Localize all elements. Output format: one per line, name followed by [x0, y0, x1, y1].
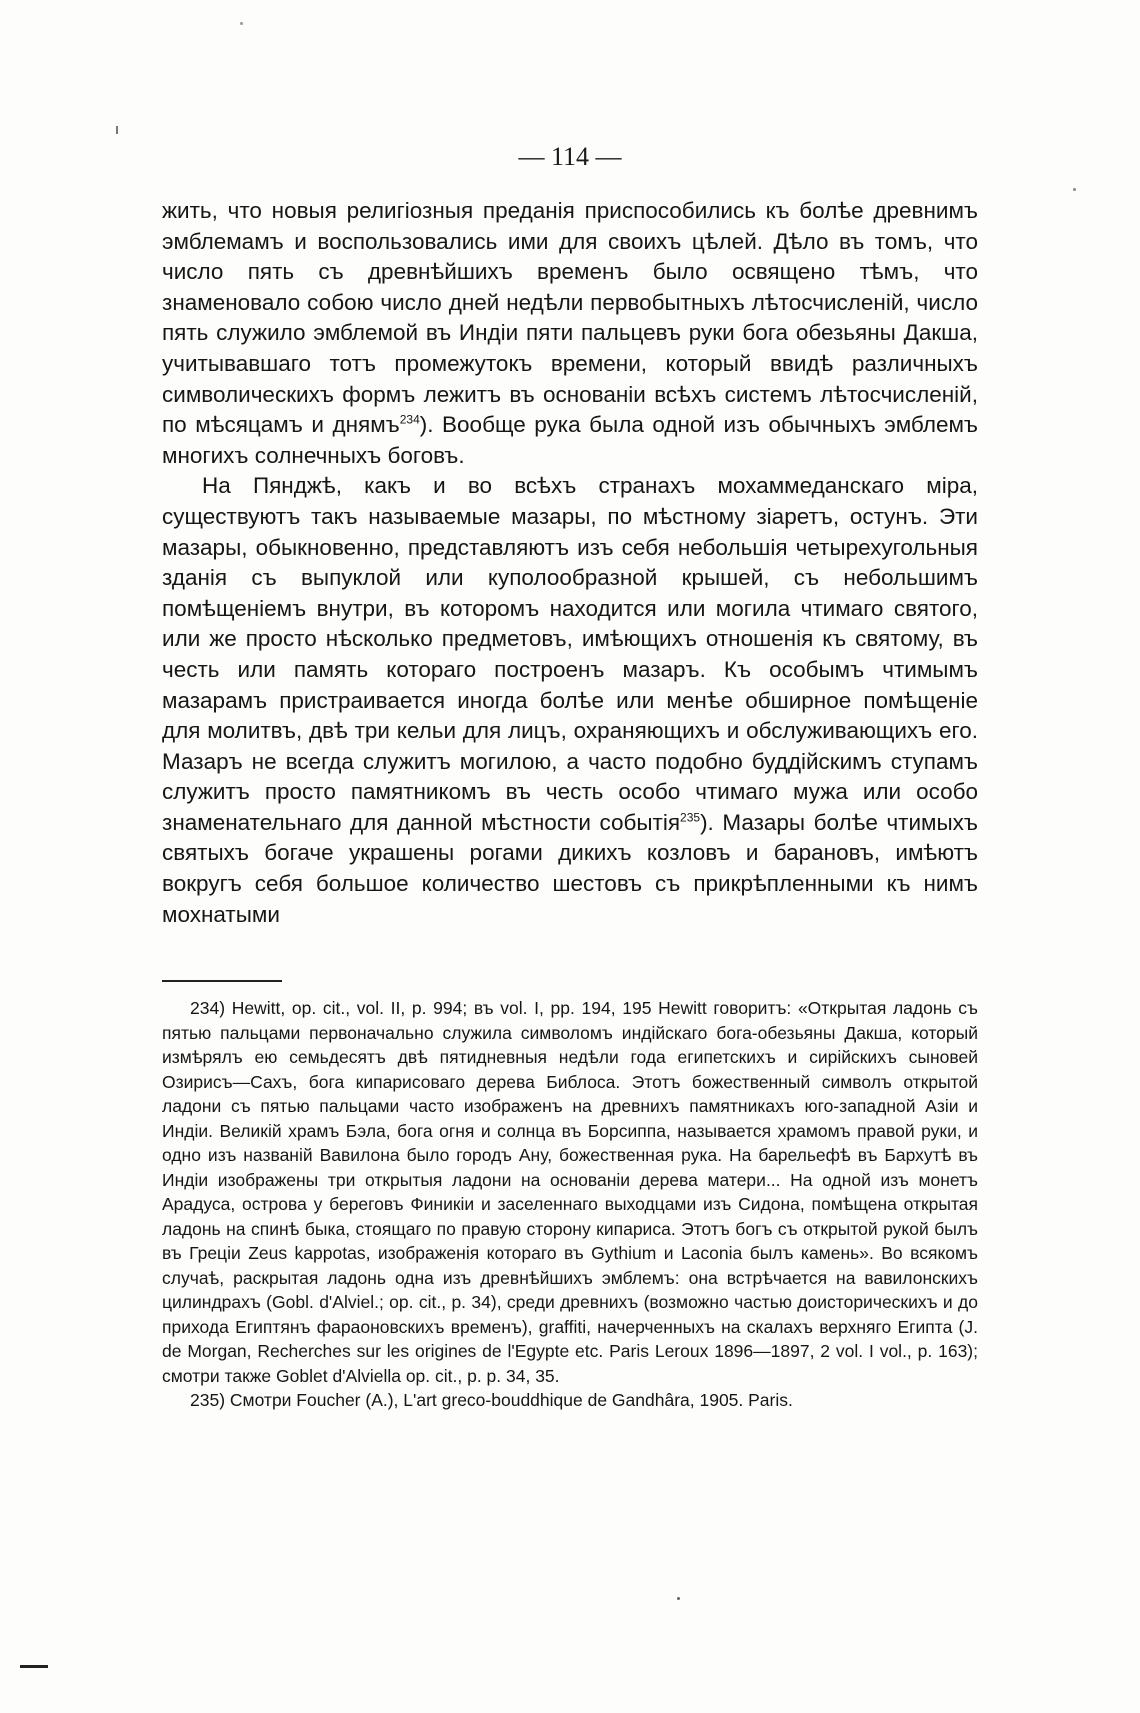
scan-mark: [240, 22, 243, 25]
paragraph: [162, 471, 978, 930]
scan-mark: [677, 1597, 680, 1600]
footnote: [162, 1388, 978, 1413]
footnotes: [162, 996, 978, 1413]
footnote-marker: 235): [190, 1390, 226, 1410]
footnote-ref: 235: [680, 810, 701, 825]
paragraph-text: жить, что новыя религiозныя преданiя приспособились къ болѣе древнимъ эмблемамъ и воспользовались ими для своихъ цѣлей. Дѣло въ томъ, что число пять съ древнѣйшихъ временъ было освящено тѣмъ, что знаменовало собою число дней недѣли первобытныхъ лѣтосчисленiй, число пять служило эмблемой въ Индiи пяти пальцевъ руки бога обезьяны Дакша, учитывавшаго тотъ промежутокъ времени, который ввидѣ различныхъ символическихъ формъ лежитъ въ основанiи всѣхъ системъ лѣтосчисленiй, по мѣсяцамъ и днямъ: [162, 198, 978, 438]
scan-mark: [1073, 188, 1076, 191]
footnote-marker: 234): [190, 998, 226, 1018]
scan-mark: [20, 1665, 48, 1668]
scan-mark: [116, 126, 118, 134]
footnote-text: Hewitt, op. cit., vol. II, p. 994; въ vol. I, pp. 194, 195 Hewitt говоритъ: «Открытая ладонь съ пятью пальцами первоначально служила символомъ индiйскаго бога-обезьяны Дакша, который измѣрялъ ею семьдесятъ двѣ пятидневныя недѣли года египетскихъ и сирiйскихъ сыновей Озирисъ—Сахъ, бога кипарисоваго дерева Библоса. Этотъ божественный символъ открытой ладони съ пятью пальцами часто изображенъ на древнихъ памятникахъ юго-западной Азiи и Индiи. Великiй храмъ Бэла, бога огня и солнца въ Борсиппа, называется храмомъ правой руки, и одно изъ названiй Вавилона было городъ Ану, божественная рука. На барельефѣ въ Бархутѣ въ Индiи изображены три открытыя ладони на основанiи дерева матери... На одной изъ монетъ Арадуса, острова у береговъ Финикiи и заселеннаго выходцами изъ Сидона, помѣщена открытая ладонь на спинѣ быка, стоящаго по правую сторону кипариса. Этотъ богъ съ открытой рукой былъ въ Грецiи Zeus kappotas, изображенiя котораго въ Gythium и Laconia былъ камень». Во всякомъ случаѣ, раскрытая ладонь одна изъ древнѣйшихъ эмблемъ: она встрѣчается на вавилонскихъ цилиндрахъ (Gobl. d'Alviel.; op. cit., p. 34), среди древнихъ (возможно частью доисторическихъ и до прихода Египтянъ фараоновскихъ временъ), graffiti, начерченныхъ на скалахъ верхняго Египта (J. de Morgan, Recherches sur les origines de l'Egypte etc. Paris Leroux 1896—1897, 2 vol. I vol., p. 163); смотри также Goblet d'Alviella op. cit., p. p. 34, 35.: [162, 998, 978, 1386]
page-number: — 114 —: [518, 142, 622, 171]
main-text: [162, 196, 978, 930]
paragraph-text: ). Вообще рука была одной изъ обычныхъ эмблемъ многихъ солнечныхъ боговъ.: [162, 412, 978, 468]
paragraph: [162, 196, 978, 471]
paragraph-text: На Пянджѣ, какъ и во всѣхъ странахъ мохаммеданскаго мiра, существуютъ такъ называемые мазары, по мѣстному зiаретъ, остунъ. Эти мазары, обыкновенно, представляютъ изъ себя небольшiя четырехугольныя зданiя съ выпуклой или куполообразной крышей, съ небольшимъ помѣщенiемъ внутри, въ которомъ находится или могила чтимаго святого, или же просто нѣсколько предметовъ, имѣющихъ отношенiя къ святому, въ честь или память котораго построенъ мазаръ. Къ особымъ чтимымъ мазарамъ пристраивается иногда болѣе или менѣе обширное помѣщенiе для молитвъ, двѣ три кельи для лицъ, охраняющихъ и обслуживающихъ его. Мазаръ не всегда служитъ могилою, а часто подобно буддiйскимъ ступамъ служитъ просто памятникомъ въ честь особо чтимаго мужа или особо знаменательнаго для данной мѣстности событiя: [162, 473, 978, 835]
footnote: [162, 996, 978, 1388]
footnote-divider: [162, 980, 282, 982]
paragraph-text: ). Мазары болѣе чтимыхъ святыхъ богаче украшены рогами дикихъ козловъ и барановъ, имѣютъ вокругъ себя большое количество шестовъ съ прикрѣпленными къ нимъ мохнатыми: [162, 809, 978, 927]
footnote-text: Смотри Foucher (A.), L'art greco-bouddhique de Gandhâra, 1905. Paris.: [229, 1390, 793, 1410]
footnote-ref: 234: [399, 412, 420, 427]
